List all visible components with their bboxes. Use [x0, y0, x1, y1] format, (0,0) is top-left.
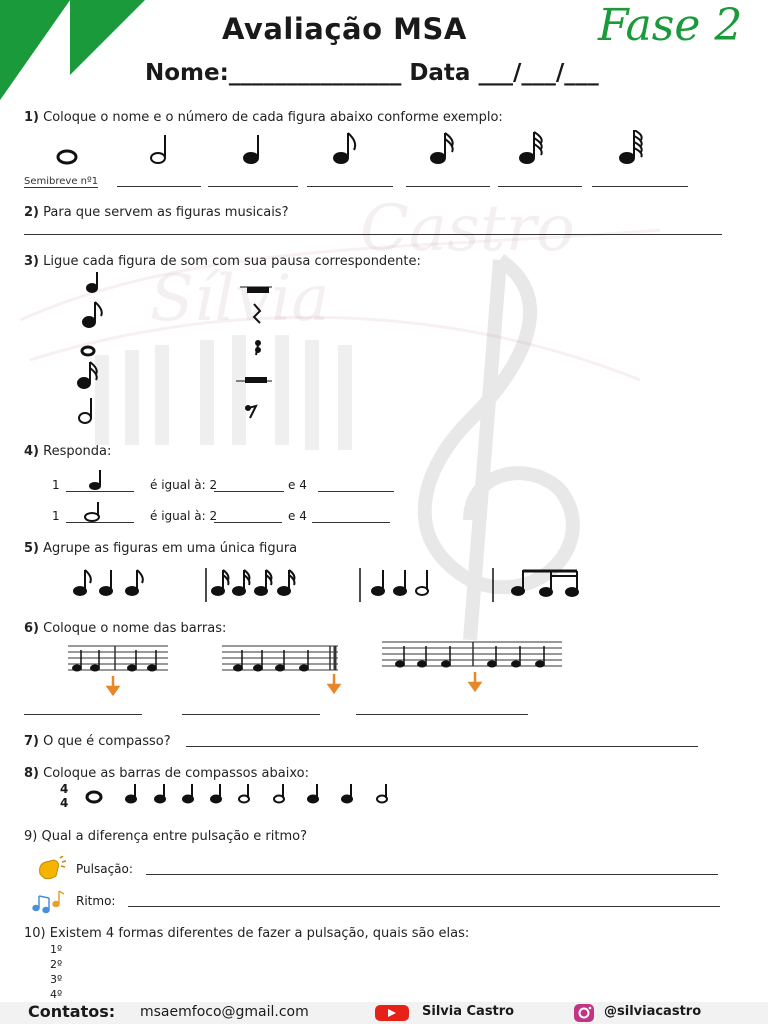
- contacts-label: Contatos:: [28, 1002, 116, 1021]
- q1-answer-line[interactable]: [307, 186, 393, 187]
- youtube-icon: [374, 1004, 410, 1022]
- footer: [0, 1002, 768, 1024]
- q7-answer-line[interactable]: [186, 746, 698, 747]
- q1-answer-line[interactable]: [592, 186, 688, 187]
- q3-figures: [60, 270, 300, 430]
- q1-answer-line[interactable]: [117, 186, 201, 187]
- minima-icon: [151, 153, 165, 163]
- instagram-icon: [572, 1003, 598, 1023]
- list-item: 2º: [50, 958, 63, 971]
- q5-figures: [60, 562, 600, 606]
- q4-blank[interactable]: [318, 491, 394, 492]
- music-notes-icon: [30, 888, 66, 914]
- question-9: 9) Qual a diferença entre pulsação e ritmo?: [24, 829, 308, 844]
- q1-answer-line[interactable]: [208, 186, 298, 187]
- q4-blank[interactable]: [214, 491, 284, 492]
- arrow-icon: [108, 687, 118, 694]
- semibreve-icon: [58, 151, 76, 163]
- question-2: 2) Para que servem as figuras musicais?: [24, 205, 289, 220]
- youtube-channel[interactable]: Silvia Castro: [422, 1004, 515, 1019]
- name-date-line: Nome:_______________ Data ___/___/___: [145, 60, 599, 86]
- page-title: Avaliação MSA: [222, 12, 467, 46]
- q8-notes: [76, 782, 396, 812]
- semicolcheia-icon: [431, 153, 445, 163]
- pulse-answer-line[interactable]: [146, 874, 718, 875]
- question-4: 4) Responda:: [24, 444, 112, 459]
- q4-row1-mid: é igual à: 2: [150, 478, 218, 492]
- instagram-handle[interactable]: @silviacastro: [604, 1004, 702, 1019]
- q6-staffs: [60, 638, 580, 698]
- clapping-hands-icon: [34, 856, 68, 880]
- phase-label: Fase 2: [598, 0, 743, 51]
- question-3: 3) Ligue cada figura de som com sua pausa correspondente:: [24, 254, 421, 269]
- colcheia-icon: [334, 153, 348, 163]
- svg-text:Castro: Castro: [360, 192, 575, 266]
- q4-row2-end: e 4: [288, 509, 307, 523]
- email[interactable]: msaemfoco@gmail.com: [140, 1004, 309, 1020]
- question-5: 5) Agrupe as figuras em uma única figura: [24, 541, 298, 556]
- rhythm-label: Ritmo:: [76, 894, 116, 908]
- q4-minima-icon: [84, 500, 106, 524]
- q4-row2-start: 1: [52, 509, 60, 523]
- q1-example: Semibreve nº1: [24, 176, 99, 187]
- question-1: 1) Coloque o nome e o número de cada figura abaixo conforme exemplo:: [24, 110, 503, 125]
- time-signature: 4 4: [60, 782, 69, 810]
- q2-answer-line[interactable]: [24, 234, 722, 235]
- list-item: 4º: [50, 988, 63, 1001]
- q1-answer-line[interactable]: [406, 186, 490, 187]
- q4-row1-start: 1: [52, 478, 60, 492]
- list-item: 3º: [50, 973, 63, 986]
- fusa-icon: [520, 153, 534, 163]
- corner-logo: [0, 0, 150, 100]
- question-7: 7) O que é compasso?: [24, 734, 171, 749]
- q4-blank[interactable]: [214, 522, 282, 523]
- q6-answer-line[interactable]: [356, 714, 528, 715]
- question-10: 10) Existem 4 formas diferentes de fazer a pulsação, quais são elas:: [24, 926, 470, 941]
- seminima-icon: [244, 153, 258, 163]
- q4-row1-end: e 4: [288, 478, 307, 492]
- pulse-label: Pulsação:: [76, 862, 133, 876]
- q6-answer-line[interactable]: [24, 714, 142, 715]
- q4-blank[interactable]: [312, 522, 390, 523]
- q4-row2-mid: é igual à: 2: [150, 509, 218, 523]
- semifusa-icon: [620, 153, 634, 163]
- q4-seminima-icon: [88, 468, 108, 492]
- q10-list: [50, 942, 62, 1002]
- question-8: 8) Coloque as barras de compassos abaixo:: [24, 766, 309, 781]
- q1-notes: [40, 130, 700, 175]
- svg-text:Sílvia: Sílvia: [150, 262, 330, 336]
- q6-answer-line[interactable]: [182, 714, 320, 715]
- rhythm-answer-line[interactable]: [128, 906, 720, 907]
- list-item: 1º: [50, 943, 63, 956]
- q1-answer-line[interactable]: [498, 186, 582, 187]
- question-6: 6) Coloque o nome das barras:: [24, 621, 227, 636]
